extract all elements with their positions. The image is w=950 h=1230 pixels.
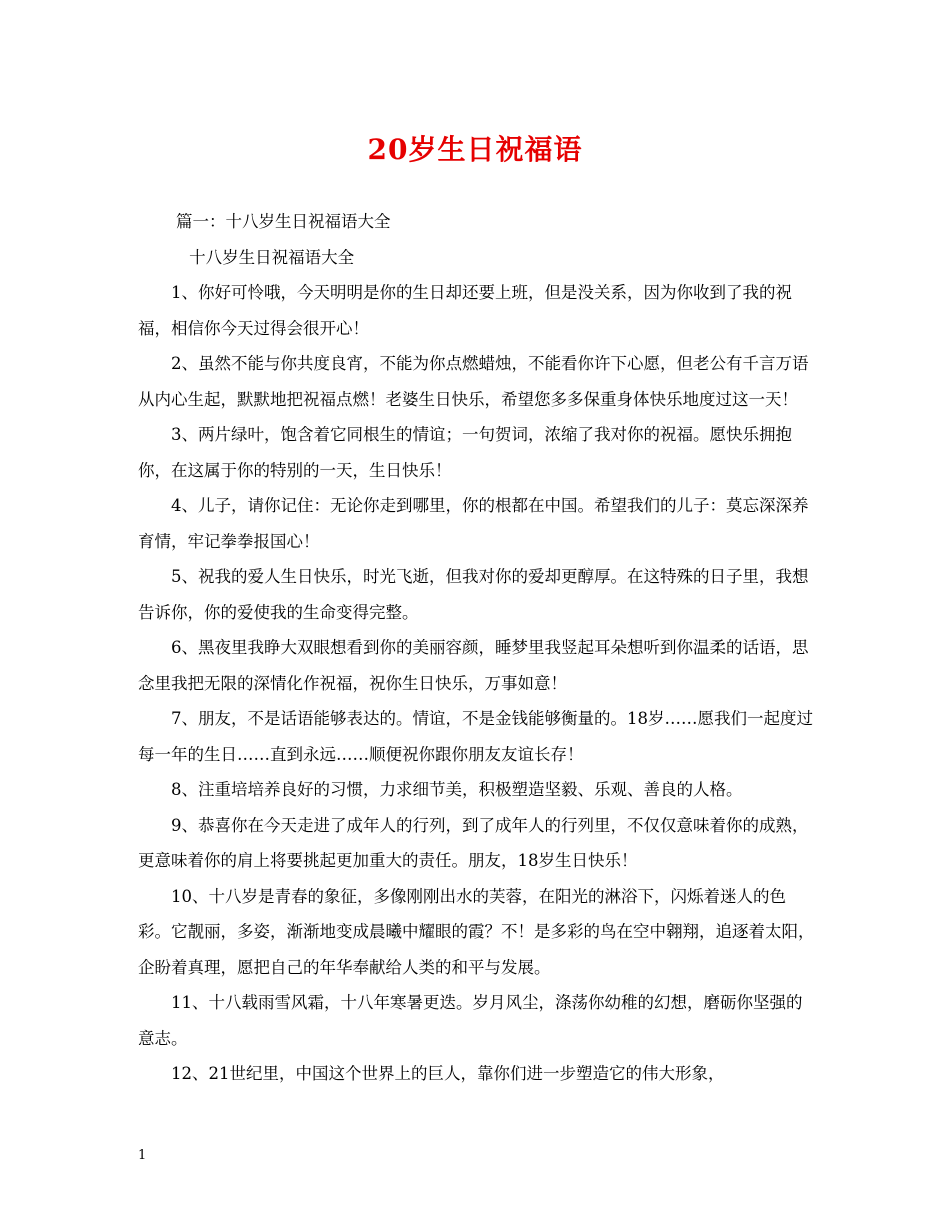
paragraph-12: 12、21世纪里，中国这个世界上的巨人，靠你们进一步塑造它的伟大形象，	[171, 1064, 725, 1083]
paragraph-2: 2、虽然不能与你共度良宵，不能为你点燃蜡烛，不能看你许下心愿，但老公有千言万语从内心生起，默默地把祝福点燃！老婆生日快乐，希望您多多保重身体快乐地度过这一天！	[138, 354, 809, 409]
paragraph-6: 6、黑夜里我睁大双眼想看到你的美丽容颜，睡梦里我竖起耳朵想听到你温柔的话语，思念里我把无限的深情化作祝福，祝你生日快乐，万事如意！	[138, 638, 809, 693]
paragraph-8: 8、注重培培养良好的习惯，力求细节美，积极塑造坚毅、乐观、善良的人格。	[171, 780, 743, 799]
paragraph-1: 1、你好可怜哦，今天明明是你的生日却还要上班，但是没关系，因为你收到了我的祝福，相信你今天过得会很开心！	[138, 283, 792, 338]
paragraph-3: 3、两片绿叶，饱含着它同根生的情谊；一句贺词，浓缩了我对你的祝福。愿快乐拥抱你，在这属于你的特别的一天，生日快乐！	[138, 425, 792, 480]
sub-heading: 十八岁生日祝福语大全	[189, 247, 355, 267]
page-number: 1	[138, 1148, 147, 1163]
paragraph-11: 11、十八载雨雪风霜，十八年寒暑更迭。岁月风尘，涤荡你幼稚的幻想，磨砺你坚强的意志。	[138, 993, 803, 1048]
section-heading: 篇一：十八岁生日祝福语大全	[175, 212, 391, 231]
paragraph-4: 4、儿子，请你记住：无论你走到哪里，你的根都在中国。希望我们的儿子：莫忘深深养育情，牢记拳拳报国心！	[138, 496, 809, 551]
document-body	[138, 204, 818, 1092]
paragraph-7: 7、朋友，不是话语能够表达的。情谊，不是金钱能够衡量的。18岁……愿我们一起度过每一年的生日……直到永远……顺便祝你跟你朋友友谊长存！	[138, 709, 813, 764]
paragraph-9: 9、恭喜你在今天走进了成年人的行列，到了成年人的行列里，不仅仅意味着你的成熟，更意味着你的肩上将要挑起更加重大的责任。朋友，18岁生日快乐！	[138, 815, 809, 870]
paragraph-5: 5、祝我的爱人生日快乐，时光飞逝，但我对你的爱却更醇厚。在这特殊的日子里，我想告诉你，你的爱使我的生命变得完整。	[138, 567, 809, 622]
document-title: 20岁生日祝福语	[367, 133, 583, 166]
paragraph-10: 10、十八岁是青春的象征，多像刚刚出水的芙蓉，在阳光的淋浴下，闪烁着迷人的色彩。它靓丽，多姿，渐渐地变成晨曦中耀眼的霞？不！是多彩的鸟在空中翱翔，追逐着太阳，企盼着真理，愿把自己的年华奉献给人类的和平与发展。	[138, 886, 815, 977]
